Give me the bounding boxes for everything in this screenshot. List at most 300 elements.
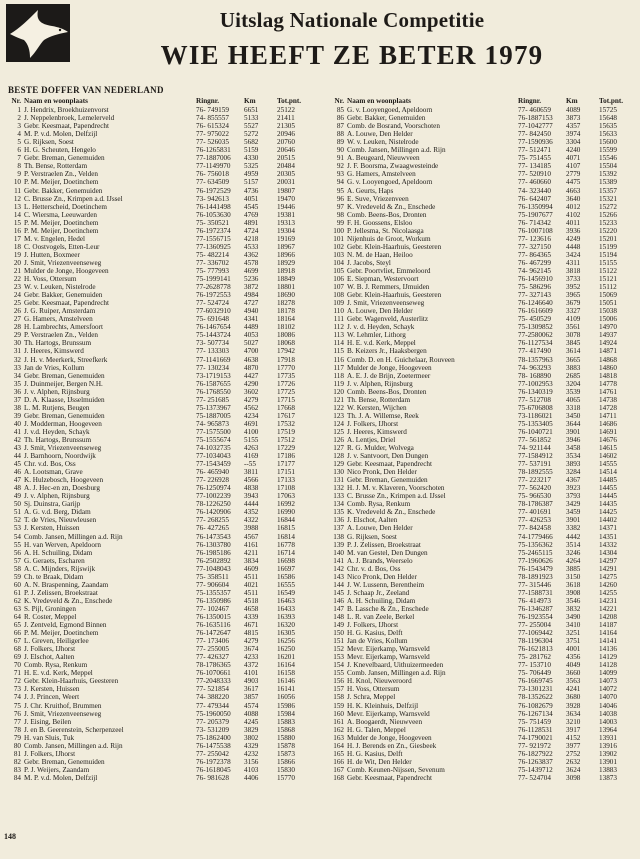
table-row xyxy=(331,597,640,605)
km-cell: 4727 xyxy=(244,299,259,308)
ring-number-cell: 77- 417490 xyxy=(518,347,551,356)
name-and-place-cell: J. Folkers, IJhorst xyxy=(347,419,399,428)
km-cell: 3977 xyxy=(566,741,581,750)
table-row xyxy=(331,331,640,339)
km-cell: 5272 xyxy=(244,130,259,139)
rank-cell: 122 xyxy=(333,403,344,412)
km-cell: 4511 xyxy=(244,588,259,597)
ring-number-cell: 76-1350015 xyxy=(196,613,231,621)
table-row xyxy=(331,299,640,307)
table-row xyxy=(331,661,640,669)
total-points-cell: 15633 xyxy=(599,130,617,139)
rank-cell: 46 xyxy=(13,468,21,477)
table-row xyxy=(8,653,318,661)
rank-cell: 142 xyxy=(333,564,344,573)
table-row xyxy=(8,315,318,323)
ring-number-cell: 76- 749159 xyxy=(196,106,229,115)
table-row xyxy=(8,267,318,275)
km-cell: 3908 xyxy=(566,588,581,597)
name-and-place-cell: Th. Hartogs, Brunssum xyxy=(24,339,92,348)
total-points-cell: 14221 xyxy=(599,604,617,613)
total-points-cell: 17108 xyxy=(277,484,295,493)
rank-cell: 123 xyxy=(333,411,344,420)
km-cell: 5527 xyxy=(244,122,259,131)
table-row xyxy=(8,677,318,685)
total-points-cell: 14304 xyxy=(599,548,617,557)
ring-number-cell: 77- 864365 xyxy=(518,250,551,259)
header-ring: Ringnr. xyxy=(196,97,220,105)
total-points-cell: 21411 xyxy=(277,114,295,123)
table-row xyxy=(8,629,318,637)
ring-number-cell: 77- 561852 xyxy=(518,435,551,444)
table-row xyxy=(331,693,640,701)
total-points-cell: 15880 xyxy=(277,733,295,742)
header-name: Naam en woonplaats xyxy=(347,97,411,105)
ring-number-cell: 76-1972529 xyxy=(196,186,231,195)
km-cell: 4233 xyxy=(244,653,259,662)
rank-cell: 133 xyxy=(333,492,344,501)
table-row xyxy=(8,758,318,766)
ring-number-cell: 73-1301231 xyxy=(518,685,553,694)
name-and-place-cell: H. de Wit, Den Helder xyxy=(347,757,412,766)
km-cell: 3459 xyxy=(566,508,581,517)
ring-number-cell: 77- 460660 xyxy=(518,178,551,187)
km-cell: 4264 xyxy=(566,556,581,565)
km-cell: 4574 xyxy=(244,701,259,710)
name-and-place-cell: Gebr. Bakker, Genemuiden xyxy=(24,186,103,195)
km-cell: 4088 xyxy=(244,709,259,718)
ring-number-cell: 76-1070661 xyxy=(196,669,231,678)
table-row xyxy=(8,460,318,468)
table-row xyxy=(8,685,318,693)
rank-cell: 148 xyxy=(333,613,344,621)
name-and-place-cell: Gebr. Bakker, Genemuiden xyxy=(347,114,426,123)
table-row xyxy=(8,162,318,170)
total-points-cell: 15266 xyxy=(599,210,617,219)
table-row xyxy=(331,565,640,573)
table-row xyxy=(8,291,318,299)
rank-cell: 8 xyxy=(17,162,21,171)
km-cell: 5157 xyxy=(244,178,259,187)
km-cell: 4352 xyxy=(244,508,259,517)
km-cell: 2685 xyxy=(566,371,581,380)
total-points-cell: 14435 xyxy=(599,500,617,509)
total-points-cell: 16305 xyxy=(277,629,295,638)
table-row xyxy=(331,227,640,235)
rank-cell: 105 xyxy=(333,266,344,275)
name-and-place-cell: J. Heeres, Kimswerd xyxy=(24,347,84,356)
table-row xyxy=(331,122,640,130)
name-and-place-cell: Jan de Vries, Kollum xyxy=(24,363,85,372)
table-row xyxy=(8,693,318,701)
km-cell: 4406 xyxy=(244,773,259,782)
name-and-place-cell: Sj. Duinstra, Garijp xyxy=(24,500,81,509)
name-and-place-cell: J. J. Princen, Weert xyxy=(24,693,80,702)
ring-number-cell: 77- 479344 xyxy=(196,701,229,710)
km-cell: 3382 xyxy=(566,524,581,533)
rank-cell: 165 xyxy=(333,749,344,758)
table-row xyxy=(8,283,318,291)
ring-number-cell: 76-1827922 xyxy=(518,749,553,758)
rank-cell: 32 xyxy=(13,355,21,364)
table-row xyxy=(331,726,640,734)
name-and-place-cell: A. Geurts, Haps xyxy=(347,186,394,195)
ring-number-cell: 77- 255042 xyxy=(196,749,229,758)
rank-cell: 102 xyxy=(333,242,344,251)
table-row xyxy=(331,380,640,388)
name-and-place-cell: D. A. Klaasse, IJsselmuiden xyxy=(24,395,105,404)
table-body xyxy=(8,106,318,782)
name-and-place-cell: J. Smit, Vriezenveenseweg xyxy=(24,709,102,718)
ring-number-cell: 76-1669745 xyxy=(518,677,553,686)
page-subtitle: WIE HEEFT ZE BETER 1979 xyxy=(160,40,544,70)
rank-cell: 96 xyxy=(336,194,344,203)
table-row xyxy=(331,428,640,436)
table-row xyxy=(331,734,640,742)
table-row xyxy=(8,597,318,605)
rank-cell: 85 xyxy=(336,106,344,115)
total-points-cell: 19169 xyxy=(277,234,295,243)
rank-cell: 130 xyxy=(333,468,344,477)
ring-number-cell: 77-1149970 xyxy=(196,162,231,171)
ring-number-cell: 76-1467654 xyxy=(196,323,231,332)
km-cell: --55 xyxy=(244,460,256,469)
km-cell: 3327 xyxy=(566,307,581,316)
rank-cell: 119 xyxy=(333,379,344,388)
name-and-place-cell: Gebr. Breman, Genemuiden xyxy=(24,411,105,420)
km-cell: 4107 xyxy=(566,162,581,171)
total-points-cell: 14136 xyxy=(599,645,617,654)
km-cell: 4562 xyxy=(244,403,259,412)
rank-cell: 9 xyxy=(17,170,21,179)
table-row xyxy=(8,323,318,331)
table-row xyxy=(8,444,318,452)
km-cell: 3674 xyxy=(244,645,259,654)
km-cell: 3078 xyxy=(566,331,581,340)
km-cell: 3811 xyxy=(244,468,259,477)
km-cell: 4211 xyxy=(244,548,259,557)
km-cell: 3660 xyxy=(566,669,581,678)
rank-cell: 65 xyxy=(13,621,21,630)
km-cell: 3490 xyxy=(566,613,581,621)
ring-number-cell: 76-1972374 xyxy=(196,226,231,235)
total-points-cell: 17725 xyxy=(277,387,295,396)
total-points-cell: 15830 xyxy=(277,765,295,774)
km-cell: 4330 xyxy=(244,154,259,163)
ring-number-cell: 77-2628778 xyxy=(196,283,231,292)
rank-cell: 151 xyxy=(333,637,344,646)
name-and-place-cell: Gebr. Breman, Genemuiden xyxy=(24,757,105,766)
name-and-place-cell: P. Verstraelen Zn., Velden xyxy=(24,331,98,340)
ring-number-cell: 76- 427265 xyxy=(196,524,229,533)
ring-number-cell: 77- 327150 xyxy=(518,242,551,251)
total-points-cell: 15038 xyxy=(599,307,617,316)
table-row xyxy=(8,589,318,597)
km-cell: 3793 xyxy=(566,492,581,501)
ring-number-cell: 77- 842458 xyxy=(518,524,551,533)
name-and-place-cell: Gebr. Klein-Haarhuis, Geesteren xyxy=(347,242,442,251)
rank-cell: 104 xyxy=(333,258,344,267)
name-and-place-cell: Comb. Rysa, Renkum xyxy=(24,661,88,670)
ring-number-cell: 76-1346287 xyxy=(518,604,553,613)
km-cell: 5159 xyxy=(244,146,259,155)
total-points-cell: 17668 xyxy=(277,403,295,412)
km-cell: 3156 xyxy=(244,757,259,766)
name-and-place-cell: Gebr. Bakker, Genemuiden xyxy=(24,291,103,300)
table-row xyxy=(331,557,640,565)
ring-number-cell: 74- 921144 xyxy=(518,444,551,453)
rank-cell: 55 xyxy=(13,540,21,549)
total-points-cell: 15006 xyxy=(599,315,617,324)
total-points-cell: 14255 xyxy=(599,588,617,597)
km-cell: 4518 xyxy=(244,596,259,605)
name-and-place-cell: B. Lassche & Zn., Enschede xyxy=(347,604,429,613)
ring-number-cell: 77- 134185 xyxy=(518,162,551,171)
ring-number-cell: 75-1443724 xyxy=(196,331,231,340)
total-points-cell: 19470 xyxy=(277,194,295,203)
total-points-cell: 16463 xyxy=(277,596,295,605)
ring-number-cell: 77- 255004 xyxy=(518,621,551,630)
name-and-place-cell: Chr. v. d. Bos, Oss xyxy=(347,564,401,573)
km-cell: 3901 xyxy=(566,516,581,525)
name-and-place-cell: J. Heeres, Kimswerd xyxy=(347,427,407,436)
table-row xyxy=(331,645,640,653)
table-row xyxy=(8,549,318,557)
km-cell: 3429 xyxy=(566,500,581,509)
ring-number-cell: 75- 706449 xyxy=(518,669,551,678)
table-row xyxy=(8,718,318,726)
km-cell: 3943 xyxy=(244,492,259,501)
name-and-place-cell: Nico Pronk, Den Helder xyxy=(347,572,417,581)
ring-number-cell: 74- 965873 xyxy=(196,419,229,428)
table-row xyxy=(8,146,318,154)
name-and-place-cell: J. Knevelbaard, Uithuizermeeden xyxy=(347,661,444,670)
total-points-cell: 17735 xyxy=(277,371,295,380)
rank-cell: 155 xyxy=(333,669,344,678)
name-and-place-cell: A. N. Braspenning, Zaandam xyxy=(24,580,109,589)
ring-number-cell: 77-1590936 xyxy=(518,138,553,147)
table-row xyxy=(8,396,318,404)
km-cell: 5133 xyxy=(244,114,259,123)
name-and-place-cell: P. J. Weijers, Zaandam xyxy=(24,765,90,774)
name-and-place-cell: A. G. v.d. Berg, Didam xyxy=(24,508,91,517)
table-row xyxy=(331,106,640,114)
table-row xyxy=(331,307,640,315)
km-cell: 3514 xyxy=(566,540,581,549)
total-points-cell: 14402 xyxy=(599,516,617,525)
name-and-place-cell: J. Elschot, Aalten xyxy=(24,653,75,662)
table-header xyxy=(8,97,318,105)
km-cell: 4357 xyxy=(566,122,581,131)
km-cell: 4700 xyxy=(244,347,259,356)
ring-number-cell: 77-1048043 xyxy=(196,564,231,573)
total-points-cell: 15389 xyxy=(599,178,617,187)
rank-cell: 113 xyxy=(333,331,344,340)
km-cell: 3923 xyxy=(566,484,581,493)
rank-cell: 136 xyxy=(333,516,344,525)
table-row xyxy=(8,750,318,758)
rank-cell: 51 xyxy=(13,508,21,517)
table-row xyxy=(331,259,640,267)
total-points-cell: 15233 xyxy=(599,218,617,227)
km-cell: 3832 xyxy=(566,604,581,613)
total-points-cell: 15321 xyxy=(599,194,617,203)
name-and-place-cell: G. Rijksen, Soest xyxy=(24,138,74,147)
name-and-place-cell: J. Folkers, IJhorst xyxy=(347,621,399,630)
total-points-cell: 14445 xyxy=(599,492,617,501)
total-points-cell: 18086 xyxy=(277,331,295,340)
page-title: Uitslag Nationale Competitie xyxy=(219,8,485,32)
total-points-cell: 16250 xyxy=(277,645,295,654)
total-points-cell: 14602 xyxy=(599,452,617,461)
total-points-cell: 16698 xyxy=(277,556,295,565)
rank-cell: 48 xyxy=(13,484,21,493)
ring-number-cell: 76- 615324 xyxy=(196,122,229,131)
name-and-place-cell: L. Hetterscheid, Doetinchem xyxy=(24,202,108,211)
km-cell: 3680 xyxy=(566,693,581,702)
ring-number-cell: 77- 255005 xyxy=(196,645,229,654)
table-row xyxy=(8,372,318,380)
total-points-cell: 14778 xyxy=(599,379,617,388)
km-cell: 4322 xyxy=(244,516,259,525)
total-points-cell: 17942 xyxy=(277,347,295,356)
km-cell: 6651 xyxy=(244,106,259,115)
ring-number-cell: 75- 586296 xyxy=(518,283,551,292)
rank-cell: 93 xyxy=(336,170,344,179)
ring-number-cell: 74- 323440 xyxy=(518,186,551,195)
name-and-place-cell: M. v. Engelen, Hedel xyxy=(24,234,86,243)
total-points-cell: 16555 xyxy=(277,580,295,589)
rank-cell: 107 xyxy=(333,283,344,292)
rank-cell: 158 xyxy=(333,693,344,702)
rank-cell: 15 xyxy=(13,218,21,227)
total-points-cell: 15648 xyxy=(599,114,617,123)
name-and-place-cell: J. G. Ruiper, Amsterdam xyxy=(24,307,96,316)
km-cell: 3618 xyxy=(566,580,581,589)
name-and-place-cell: H. van Sluis, Tuk xyxy=(24,733,75,742)
total-points-cell: 20946 xyxy=(277,130,295,139)
name-and-place-cell: P. J. Zelissen, Broekstraat xyxy=(347,540,421,549)
rank-cell: 16 xyxy=(13,226,21,235)
name-and-place-cell: H. J. Berends en Zn., Giesbeek xyxy=(347,741,437,750)
rank-cell: 40 xyxy=(13,419,21,428)
ring-number-cell: 76- 981628 xyxy=(196,773,229,782)
name-and-place-cell: P. M. Meijer, Doetinchem xyxy=(24,178,99,187)
name-and-place-cell: J. Modderman, Hoogeveen xyxy=(24,419,102,428)
km-cell: 4263 xyxy=(244,444,259,453)
rank-cell: 59 xyxy=(13,572,21,581)
ring-number-cell: 75-6706808 xyxy=(518,403,553,412)
rank-cell: 64 xyxy=(13,613,21,621)
name-and-place-cell: J. Barnhoorn, Noordwijk xyxy=(24,452,96,461)
rank-cell: 139 xyxy=(333,540,344,549)
rank-cell: 43 xyxy=(13,444,21,453)
rank-cell: 7 xyxy=(17,154,21,163)
total-points-cell: 21305 xyxy=(277,122,295,131)
km-cell: 4341 xyxy=(244,315,259,324)
table-row xyxy=(331,251,640,259)
rank-cell: 168 xyxy=(333,773,344,782)
total-points-cell: 17151 xyxy=(277,468,295,477)
rank-cell: 147 xyxy=(333,604,344,613)
total-points-cell: 16201 xyxy=(277,653,295,662)
rank-cell: 28 xyxy=(13,323,21,332)
ring-number-cell: 77-1543459 xyxy=(196,460,231,469)
total-points-cell: 14073 xyxy=(599,677,617,686)
total-points-cell: 14615 xyxy=(599,444,617,453)
total-points-cell: 15873 xyxy=(277,749,295,758)
name-and-place-cell: H. G. Kasius, Delft xyxy=(347,629,403,638)
rank-cell: 121 xyxy=(333,395,344,404)
km-cell: 4101 xyxy=(244,669,259,678)
km-cell: 3617 xyxy=(244,685,259,694)
km-cell: 4891 xyxy=(244,218,259,227)
ring-number-cell: 75-1907677 xyxy=(518,210,553,219)
ring-number-cell: 75-1960050 xyxy=(196,709,231,718)
rank-cell: 77 xyxy=(13,717,21,726)
name-and-place-cell: A. J. Hec-en zn, Doesburg xyxy=(24,484,100,493)
total-points-cell: 17063 xyxy=(277,492,295,501)
total-points-cell: 14231 xyxy=(599,596,617,605)
table-row xyxy=(8,404,318,412)
ring-number-cell: 77- 173406 xyxy=(196,637,229,646)
rank-cell: 37 xyxy=(13,395,21,404)
total-points-cell: 15546 xyxy=(599,154,617,163)
ring-number-cell: 76-1350986 xyxy=(196,596,231,605)
km-cell: 4427 xyxy=(244,371,259,380)
name-and-place-cell: Mulder de Jonge, Hoogeveen xyxy=(24,266,109,275)
total-points-cell: 14046 xyxy=(599,701,617,710)
name-and-place-cell: W. B. J. Remmers, IJmuiden xyxy=(347,283,430,292)
ring-number-cell: 77-1588731 xyxy=(518,588,553,597)
name-and-place-cell: J. Smit, Vriezenveenseweg xyxy=(24,444,102,453)
total-points-cell: 14868 xyxy=(599,355,617,364)
ring-number-cell: 76-1127534 xyxy=(518,339,553,348)
name-and-place-cell: P. M. Meijer, Doetinchem xyxy=(24,226,99,235)
total-points-cell: 14738 xyxy=(599,395,617,404)
total-points-cell: 15155 xyxy=(599,258,617,267)
total-points-cell: 13916 xyxy=(599,741,617,750)
total-points-cell: 13873 xyxy=(599,773,617,782)
ring-number-cell: 75-1353405 xyxy=(518,419,553,428)
total-points-cell: 16844 xyxy=(277,516,295,525)
total-points-cell: 16992 xyxy=(277,500,295,509)
table-row xyxy=(8,468,318,476)
km-cell: 5027 xyxy=(244,339,259,348)
rank-cell: 63 xyxy=(13,604,21,613)
ring-number-cell: 77- 526035 xyxy=(196,138,229,147)
table-row xyxy=(8,243,318,251)
rank-cell: 95 xyxy=(336,186,344,195)
ring-number-cell: 77- 842450 xyxy=(518,130,551,139)
table-row xyxy=(331,162,640,170)
ring-number-cell: 75-1356362 xyxy=(518,540,553,549)
name-and-place-cell: H. Lambrechts, Amersfoort xyxy=(24,323,104,332)
total-points-cell: 14455 xyxy=(599,484,617,493)
name-and-place-cell: P. J. Zelissen, Broekstraat xyxy=(24,588,98,597)
rank-cell: 101 xyxy=(333,234,344,243)
table-row xyxy=(331,130,640,138)
ring-number-cell: 78-1357963 xyxy=(518,355,553,364)
total-points-cell: 18929 xyxy=(277,258,295,267)
table-row xyxy=(331,323,640,331)
total-points-cell: 15868 xyxy=(277,725,295,734)
rank-cell: 160 xyxy=(333,709,344,718)
total-points-cell: 16164 xyxy=(277,661,295,670)
name-and-place-cell: N. M. de Haan, Heiloo xyxy=(347,250,413,259)
ring-number-cell: 78-1226250 xyxy=(196,500,231,509)
km-cell: 4100 xyxy=(244,427,259,436)
